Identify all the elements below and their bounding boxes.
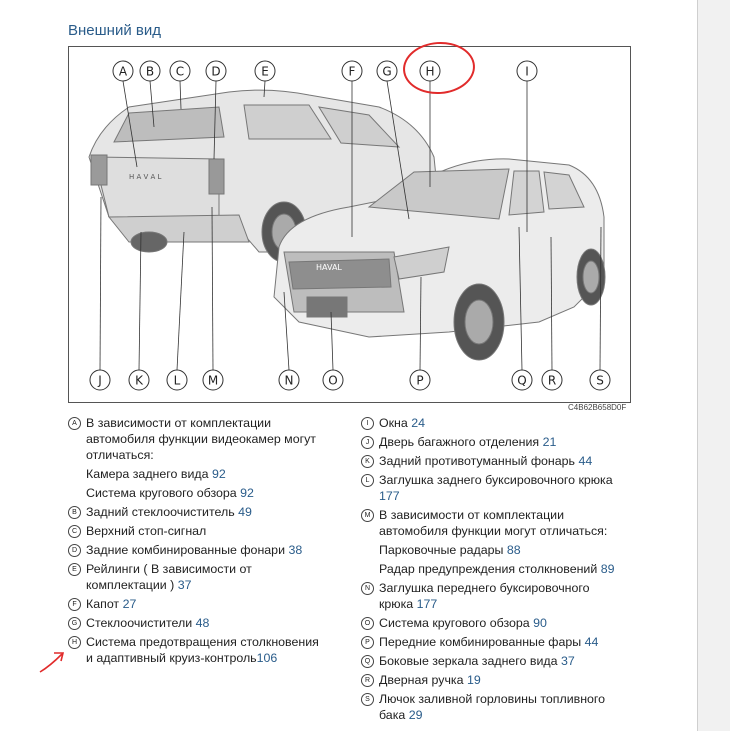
legend-item-text: Верхний стоп-сигнал xyxy=(86,524,207,538)
legend-item-text: В зависимости от комплектации xyxy=(379,508,565,522)
legend-item-text: Стеклоочистители xyxy=(86,616,196,630)
legend-letter-badge: D xyxy=(68,544,81,557)
page-link[interactable]: 24 xyxy=(411,416,426,430)
legend-item-d xyxy=(68,542,353,558)
page-link[interactable]: 21 xyxy=(542,435,557,449)
callout-label-i: I xyxy=(525,64,529,79)
callout-label-o: O xyxy=(328,373,338,388)
legend-subitem xyxy=(361,542,651,558)
page-link[interactable]: 44 xyxy=(584,635,599,649)
legend-item-text: автомобиля функции видеокамер могут xyxy=(86,432,316,446)
legend-item-text: Задний стеклоочиститель xyxy=(86,505,239,519)
legend-letter-badge: O xyxy=(361,617,374,630)
callout-label-l: L xyxy=(173,373,181,388)
legend-item-m xyxy=(361,507,651,539)
legend-item-b xyxy=(68,504,353,520)
legend-item-text: Задний противотуманный фонарь xyxy=(379,454,579,468)
legend-letter-badge: L xyxy=(361,474,374,487)
legend-letter-badge: J xyxy=(361,436,374,449)
legend-item-text: Лючок заливной горловины топливного xyxy=(379,692,606,706)
legend-item-text: Капот xyxy=(86,597,123,611)
legend-item-j xyxy=(361,434,651,450)
legend-subitem xyxy=(68,466,353,482)
legend-item-k xyxy=(361,453,651,469)
legend-item-text: автомобиля функции могут отличаться: xyxy=(379,524,608,538)
page-link[interactable]: 38 xyxy=(288,543,303,557)
legend-item-text: Передние комбинированные фары xyxy=(379,635,585,649)
legend-letter-badge: A xyxy=(68,417,81,430)
legend-item-text: Заглушка заднего буксировочного крюка xyxy=(379,473,613,487)
page-link[interactable]: 27 xyxy=(122,597,137,611)
legend-item-text: Боковые зеркала заднего вида xyxy=(379,654,561,668)
callout-label-h: H xyxy=(425,64,435,79)
page-link[interactable]: 92 xyxy=(211,467,226,481)
callout-label-p: P xyxy=(416,373,424,388)
legend-item-n xyxy=(361,580,651,612)
page-link[interactable]: 49 xyxy=(238,505,252,519)
legend-item-o xyxy=(361,615,651,631)
callout-label-a: A xyxy=(118,64,128,79)
legend-letter-badge: M xyxy=(361,509,374,522)
page-link[interactable]: 89 xyxy=(600,562,615,576)
legend-item-text: Система кругового обзора xyxy=(379,616,534,630)
page-link[interactable]: 37 xyxy=(560,654,575,668)
page-link[interactable]: 37 xyxy=(177,578,192,592)
legend-item-s xyxy=(361,691,651,723)
legend-item-c xyxy=(68,523,353,539)
legend-subitem-text: Радар предупреждения столкновений xyxy=(379,562,601,576)
callout-label-e: E xyxy=(261,64,269,79)
car-exterior-figure xyxy=(68,46,631,403)
callout-label-f: F xyxy=(348,64,356,79)
callout-label-q: Q xyxy=(517,373,527,388)
page-edge xyxy=(697,0,730,731)
front-badge-text: HAVAL xyxy=(316,263,342,272)
page-link[interactable]: 88 xyxy=(506,543,521,557)
legend-letter-badge: R xyxy=(361,674,374,687)
page-link[interactable]: 92 xyxy=(240,486,254,500)
legend-item-p xyxy=(361,634,651,650)
legend-item-text: Заглушка переднего буксировочного xyxy=(379,581,590,595)
legend-letter-badge: S xyxy=(361,693,374,706)
callout-label-b: B xyxy=(145,64,155,79)
callout-label-s: S xyxy=(596,373,604,388)
callout-label-d: D xyxy=(211,64,221,79)
legend-letter-badge: G xyxy=(68,617,81,630)
legend-letter-badge: P xyxy=(361,636,374,649)
figure-code: C4B62B658D0F xyxy=(568,403,627,412)
legend-subitem-text: Камера заднего вида xyxy=(86,467,212,481)
section-title: Внешний вид xyxy=(68,22,161,39)
page-link[interactable]: 19 xyxy=(466,673,481,687)
page-link[interactable]: 90 xyxy=(533,616,547,630)
legend-letter-badge: N xyxy=(361,582,374,595)
legend-letter-badge: E xyxy=(68,563,81,576)
page-link[interactable]: 44 xyxy=(578,454,593,468)
legend-item-l xyxy=(361,472,651,504)
legend-letter-badge: K xyxy=(361,455,374,468)
legend-item-e xyxy=(68,561,353,593)
legend-item-text: отличаться: xyxy=(86,448,154,462)
legend-item-text: и адаптивный круиз-контроль xyxy=(86,651,257,665)
right-legend-list xyxy=(361,415,651,726)
legend-item-text: Окна xyxy=(379,416,412,430)
legend-item-text: Дверная ручка xyxy=(379,673,467,687)
legend-letter-badge: F xyxy=(68,598,81,611)
page-link[interactable]: 177 xyxy=(379,489,400,503)
legend-item-text: Рейлинги ( В зависимости от xyxy=(86,562,252,576)
legend-item-text: Система предотвращения столкновения xyxy=(86,635,319,649)
callout-label-n: N xyxy=(284,373,294,388)
legend-subitem-text: Система кругового обзора xyxy=(86,486,241,500)
rear-badge-text: H A V A L xyxy=(129,173,162,181)
legend-item-g xyxy=(68,615,353,631)
legend-item-text: крюка xyxy=(379,597,417,611)
legend-letter-badge: B xyxy=(68,506,81,519)
page-link[interactable]: 48 xyxy=(195,616,210,630)
legend-item-r xyxy=(361,672,651,688)
callout-label-j: J xyxy=(98,373,102,388)
page-link[interactable]: 177 xyxy=(416,597,438,611)
legend-item-a xyxy=(68,415,353,463)
left-legend-list xyxy=(68,415,353,669)
legend-letter-badge: Q xyxy=(361,655,374,668)
legend-letter-badge: I xyxy=(361,417,374,430)
legend-item-f xyxy=(68,596,353,612)
legend-item-text: комплектации ) xyxy=(86,578,178,592)
callout-label-k: K xyxy=(135,373,143,388)
legend-letter-badge: C xyxy=(68,525,81,538)
legend-subitem xyxy=(361,561,651,577)
legend-letter-badge: H xyxy=(68,636,81,649)
callout-label-c: C xyxy=(175,64,185,79)
car-illustration xyxy=(69,47,630,402)
legend-item-text: Задние комбинированные фонари xyxy=(86,543,289,557)
legend-item-text: В зависимости от комплектации xyxy=(86,416,272,430)
callout-label-m: M xyxy=(207,373,219,388)
page-link[interactable]: 106 xyxy=(256,651,278,665)
legend-item-h xyxy=(68,634,353,666)
legend-item-i xyxy=(361,415,651,431)
callout-label-r: R xyxy=(547,373,557,388)
legend-subitem xyxy=(68,485,353,501)
legend-item-text: бака xyxy=(379,708,409,722)
legend-subitem-text: Парковочные радары xyxy=(379,543,507,557)
legend-item-q xyxy=(361,653,651,669)
callout-label-g: G xyxy=(382,64,392,79)
page-link[interactable]: 29 xyxy=(408,708,423,722)
legend-item-text: Дверь багажного отделения xyxy=(379,435,543,449)
